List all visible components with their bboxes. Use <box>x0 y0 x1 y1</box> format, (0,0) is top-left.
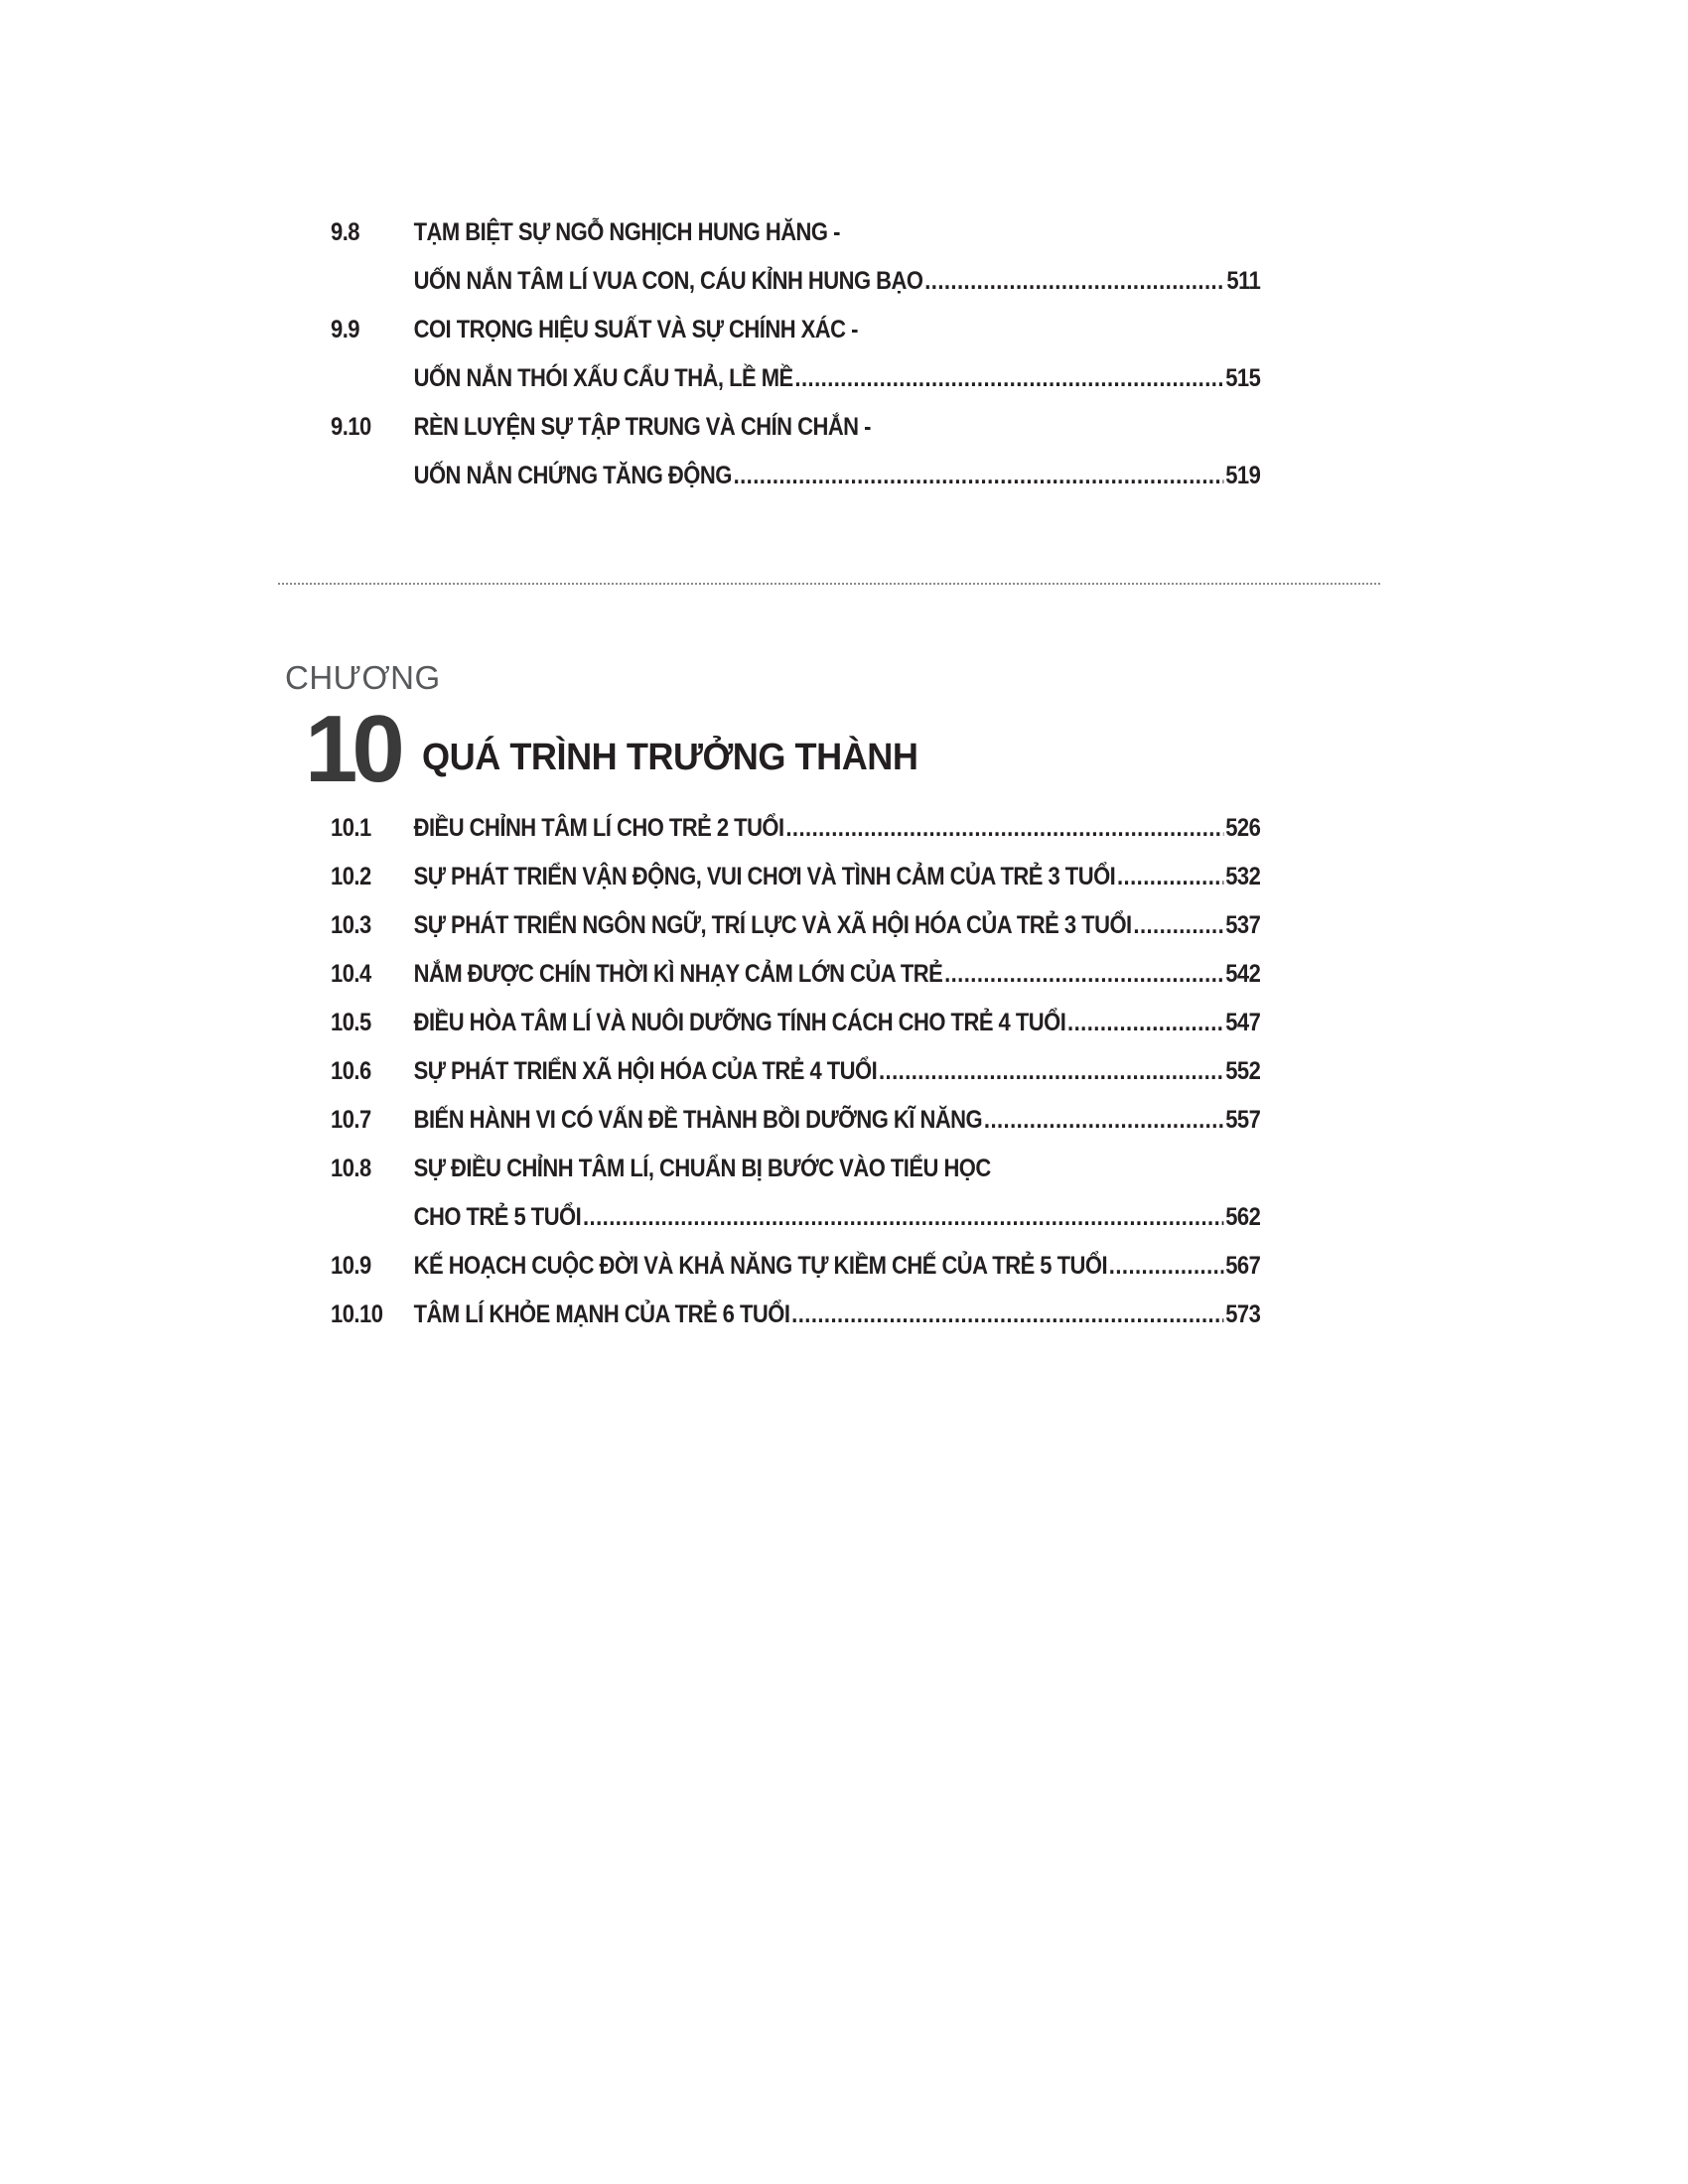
chapter-label: CHƯƠNG <box>285 659 441 696</box>
dot-leader <box>984 1096 1224 1145</box>
entry-page: 552 <box>1225 1057 1261 1085</box>
toc-chapter-9-tail <box>331 208 1260 500</box>
entry-title-line2: UỐN NẮN TÂM LÍ VUA CON, CÁU KỈNH HUNG BẠO <box>413 267 923 295</box>
entry-page: 537 <box>1225 911 1261 939</box>
entry-title: ĐIỀU HÒA TÂM LÍ VÀ NUÔI DƯỠNG TÍNH CÁCH CHO TRẺ 4 TUỔI <box>413 1009 1066 1036</box>
entry-title: ĐIỀU CHỈNH TÂM LÍ CHO TRẺ 2 TUỔI <box>413 814 784 842</box>
toc-entry-9-8[interactable] <box>331 208 1260 306</box>
entry-number: 10.8 <box>331 1155 371 1182</box>
toc-entry-10-10[interactable] <box>331 1291 1260 1339</box>
entry-title-line1: RÈN LUYỆN SỰ TẬP TRUNG VÀ CHÍN CHẮN - <box>413 413 871 441</box>
toc-entry-10-7[interactable] <box>331 1096 1260 1145</box>
dot-leader <box>1117 853 1223 901</box>
entry-number: 10.5 <box>331 1009 371 1036</box>
toc-entry-10-3[interactable] <box>331 901 1260 950</box>
entry-page: 562 <box>1225 1203 1261 1231</box>
entry-page: 547 <box>1225 1009 1261 1036</box>
toc-entry-9-10[interactable] <box>331 403 1260 500</box>
entry-number: 9.10 <box>331 413 371 441</box>
entry-title-line2: CHO TRẺ 5 TUỔI <box>413 1203 582 1231</box>
entry-number: 10.10 <box>331 1300 383 1328</box>
entry-number: 10.9 <box>331 1252 371 1280</box>
dot-leader <box>785 804 1223 853</box>
entry-page: 515 <box>1225 364 1261 392</box>
entry-page: 573 <box>1225 1300 1261 1328</box>
entry-number: 10.6 <box>331 1057 371 1085</box>
entry-number: 9.8 <box>331 218 360 246</box>
entry-page: 511 <box>1226 267 1261 295</box>
entry-page: 532 <box>1225 863 1261 890</box>
dot-leader <box>791 1291 1223 1339</box>
entry-title: TÂM LÍ KHỎE MẠNH CỦA TRẺ 6 TUỔI <box>413 1300 790 1328</box>
entry-title: BIẾN HÀNH VI CÓ VẤN ĐỀ THÀNH BỒI DƯỠNG KĨ NĂNG <box>413 1106 983 1134</box>
entry-number: 10.1 <box>331 814 371 842</box>
entry-page: 567 <box>1225 1252 1261 1280</box>
entry-title-line2: UỐN NẮN CHỨNG TĂNG ĐỘNG <box>413 462 732 489</box>
entry-page: 542 <box>1225 960 1261 988</box>
toc-entry-10-2[interactable] <box>331 853 1260 901</box>
entry-title: NẮM ĐƯỢC CHÍN THỜI KÌ NHẠY CẢM LỚN CỦA TRẺ <box>413 960 943 988</box>
entry-number: 10.4 <box>331 960 371 988</box>
toc-entry-9-9[interactable] <box>331 306 1260 403</box>
entry-number: 10.3 <box>331 911 371 939</box>
toc-entry-10-4[interactable] <box>331 950 1260 999</box>
dot-leader <box>879 1047 1223 1096</box>
toc-entry-10-1[interactable] <box>331 804 1260 853</box>
toc-chapter-10 <box>331 804 1260 1339</box>
entry-title-line2: UỐN NẮN THÓI XẤU CẨU THẢ, LỀ MỀ <box>413 364 793 392</box>
toc-entry-10-5[interactable] <box>331 999 1260 1047</box>
entry-number: 9.9 <box>331 316 360 343</box>
entry-page: 557 <box>1225 1106 1261 1134</box>
entry-title: SỰ PHÁT TRIỂN NGÔN NGỮ, TRÍ LỰC VÀ XÃ HỘI HÓA CỦA TRẺ 3 TUỔI <box>413 911 1132 939</box>
chapter-number: 10 <box>305 696 399 802</box>
entry-title: SỰ PHÁT TRIỂN XÃ HỘI HÓA CỦA TRẺ 4 TUỔI <box>413 1057 878 1085</box>
entry-title-line1: TẠM BIỆT SỰ NGỖ NGHỊCH HUNG HĂNG - <box>413 218 840 246</box>
entry-number: 10.7 <box>331 1106 371 1134</box>
toc-entry-10-8[interactable] <box>331 1145 1260 1242</box>
dot-leader <box>794 354 1223 403</box>
dot-leader <box>924 257 1224 306</box>
dot-leader <box>1067 999 1223 1047</box>
dot-leader <box>1133 901 1223 950</box>
dot-leader <box>734 452 1224 500</box>
entry-page: 526 <box>1225 814 1261 842</box>
dot-leader <box>583 1193 1223 1242</box>
entry-number: 10.2 <box>331 863 371 890</box>
entry-title: SỰ PHÁT TRIỂN VẬN ĐỘNG, VUI CHƠI VÀ TÌNH CẢM CỦA TRẺ 3 TUỔI <box>413 863 1116 890</box>
entry-title-line1: COI TRỌNG HIỆU SUẤT VÀ SỰ CHÍNH XÁC - <box>413 316 858 343</box>
dot-leader <box>1109 1242 1224 1291</box>
dot-leader <box>944 950 1223 999</box>
entry-title-line1: SỰ ĐIỀU CHỈNH TÂM LÍ, CHUẨN BỊ BƯỚC VÀO TIỂU HỌC <box>413 1155 991 1182</box>
dotted-divider <box>278 583 1380 585</box>
toc-entry-10-6[interactable] <box>331 1047 1260 1096</box>
entry-page: 519 <box>1225 462 1261 489</box>
chapter-title: QUÁ TRÌNH TRƯỞNG THÀNH <box>422 737 918 778</box>
entry-title: KẾ HOẠCH CUỘC ĐỜI VÀ KHẢ NĂNG TỰ KIỀM CHẾ CỦA TRẺ 5 TUỔI <box>413 1252 1108 1280</box>
toc-entry-10-9[interactable] <box>331 1242 1260 1291</box>
